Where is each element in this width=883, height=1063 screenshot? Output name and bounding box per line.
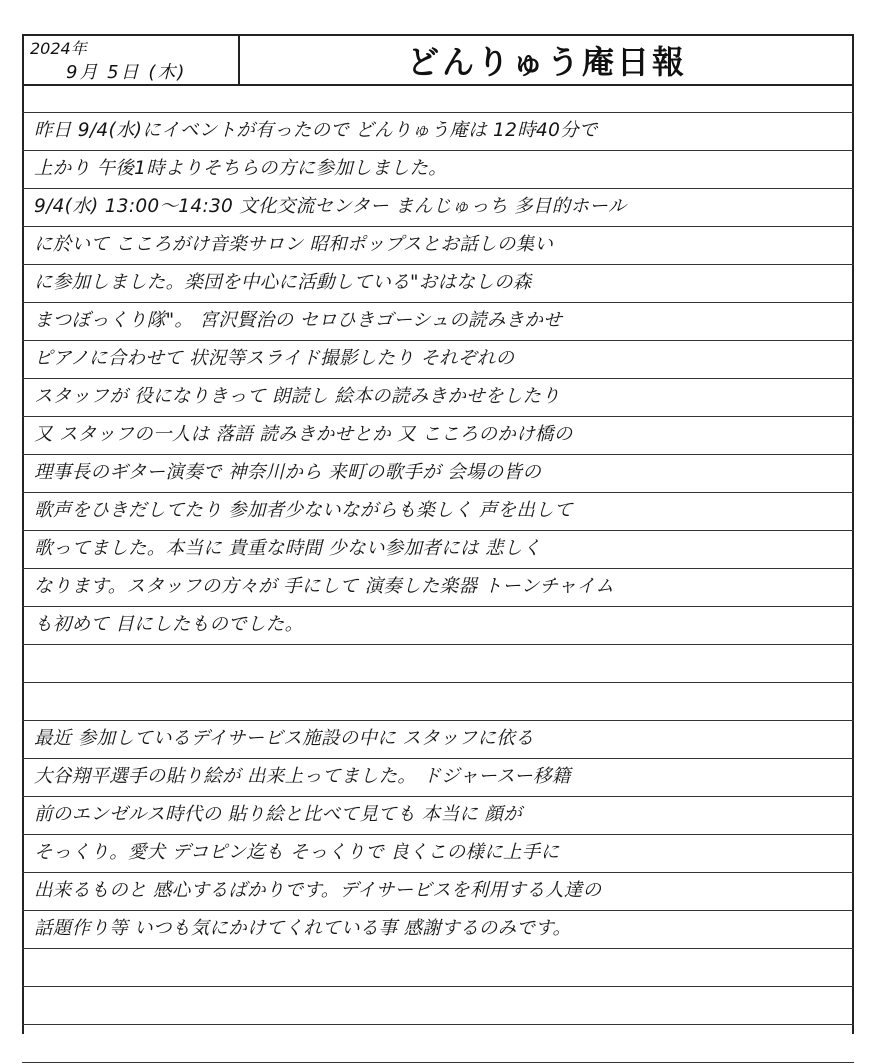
report-line: なります。スタッフの方々が 手にして 演奏した楽器 トーンチャイム xyxy=(34,576,615,597)
report-line xyxy=(34,949,849,985)
report-line: スタッフが 役になりきって 朗読し 絵本の読みきかせをしたり xyxy=(34,386,561,407)
date-day: 9月 5日 (木) xyxy=(66,62,187,83)
report-line: 昨日 9/4(水)にイベントが有ったので どんりゅう庵は 12時40分で xyxy=(34,120,598,141)
report-line: 理事長のギター演奏で 神奈川から 来町の歌手が 会場の皆の xyxy=(34,462,542,483)
date-year: 2024年 xyxy=(30,39,87,58)
report-line: 9/4(水) 13:00〜14:30 文化交流センター まんじゅっち 多目的ホール xyxy=(34,196,627,217)
report-line: 大谷翔平選手の貼り絵が 出来上ってました。 ドジャースー移籍 xyxy=(34,766,571,787)
report-line: 上かり 午後1時よりそちらの方に参加しました。 xyxy=(34,158,448,179)
report-line: に参加しました。楽団を中心に活動している"おはなしの森 xyxy=(34,272,532,293)
report-line xyxy=(34,645,849,681)
report-line: 歌ってました。本当に 貴重な時間 少ない参加者には 悲しく xyxy=(34,538,542,559)
report-title: どんりゅう庵日報 xyxy=(406,43,687,81)
report-line: 歌声をひきだしてたり 参加者少ないながらも楽しく 声を出して xyxy=(34,500,573,521)
report-line: 又 スタッフの一人は 落語 読みきかせとか 又 こころのかけ橋の xyxy=(34,424,573,445)
report-line: 出来るものと 感心するばかりです。デイサービスを利用する人達の xyxy=(34,880,602,901)
report-line: 話題作り等 いつも気にかけてくれている事 感謝するのみです。 xyxy=(34,918,572,939)
report-line: 前のエンゼルス時代の 貼り絵と比べて見ても 本当に 顔が xyxy=(34,804,522,825)
report-line: まつぼっくり隊"。 宮沢賢治の セロひきゴーシュの読みきかせ xyxy=(34,310,563,331)
report-line: 最近 参加しているデイサービス施設の中に スタッフに依る xyxy=(34,728,534,749)
report-line: に於いて こころがけ音楽サロン 昭和ポップスとお話しの集い xyxy=(34,234,554,255)
report-line: ピアノに合わせて 状況等スライド撮影したり それぞれの xyxy=(34,348,515,369)
report-line: も初めて 目にしたものでした。 xyxy=(34,614,304,635)
report-line xyxy=(34,987,849,1023)
report-line xyxy=(34,683,849,719)
report-line: そっくり。愛犬 デコピン迄も そっくりで 良くこの様に上手に xyxy=(34,842,560,863)
report-line xyxy=(34,1025,849,1061)
date-box xyxy=(22,34,240,86)
